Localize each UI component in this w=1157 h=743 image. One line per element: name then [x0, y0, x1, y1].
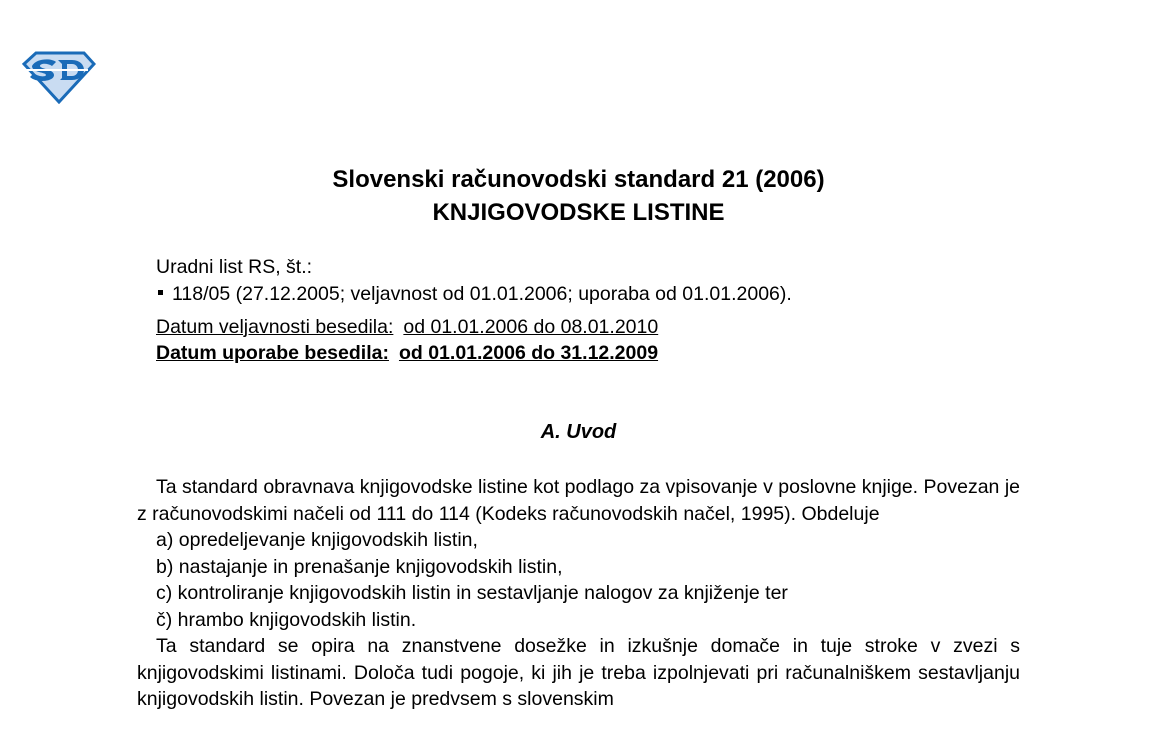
document-title: Slovenski računovodski standard 21 (2006): [332, 166, 825, 193]
use-date-row: [156, 342, 658, 365]
sd-diamond-logo-icon: [22, 50, 96, 104]
validity-label: Datum veljavnosti besedila:: [156, 316, 394, 338]
logo: [22, 50, 96, 104]
validity-value: od 01.01.2006 do 08.01.2010: [403, 316, 659, 338]
list-item: b) nastajanje in prenašanje knjigovodskih listin,: [156, 555, 563, 578]
gazette-entry: [156, 283, 792, 306]
section-heading: A. Uvod: [540, 421, 617, 443]
list-item: a) opredeljevanje knjigovodskih listin,: [156, 529, 478, 551]
use-label: Datum uporabe besedila:: [156, 342, 389, 364]
gazette-label: Uradni list RS, št.:: [156, 256, 313, 278]
paragraph: Ta standard se opira na znanstvene dosežke in izkušnje domače in tuje stroke v zvezi s knjigovodskimi listinami. Določa tudi pogoje, ki jih je treba izpolnjevati pri računalniškem sestavljanju knjigovodskih listin. Povezan je predvsem s slovenskim: [137, 635, 1020, 710]
use-value: od 01.01.2006 do 31.12.2009: [398, 342, 659, 364]
paragraph: Ta standard obravnava knjigovodske listine kot podlago za vpisovanje v poslovne knjige. Povezan je z računovodskimi načeli od 111 do 114 (Kodeks računovodskih načel, 1995). Obdeluje: [137, 476, 1020, 525]
body-text: [137, 474, 1020, 713]
list-item: c) kontroliranje knjigovodskih listin in sestavljanje nalogov za knjiženje ter: [156, 582, 788, 604]
validity-date-row: [156, 316, 658, 339]
document-subtitle: KNJIGOVODSKE LISTINE: [432, 199, 725, 226]
gazette-entry-text: 118/05 (27.12.2005; veljavnost od 01.01.2006; uporaba od 01.01.2006).: [172, 283, 792, 305]
list-item: č) hrambo knjigovodskih listin.: [156, 608, 417, 631]
bullet-square-icon: [158, 290, 163, 295]
